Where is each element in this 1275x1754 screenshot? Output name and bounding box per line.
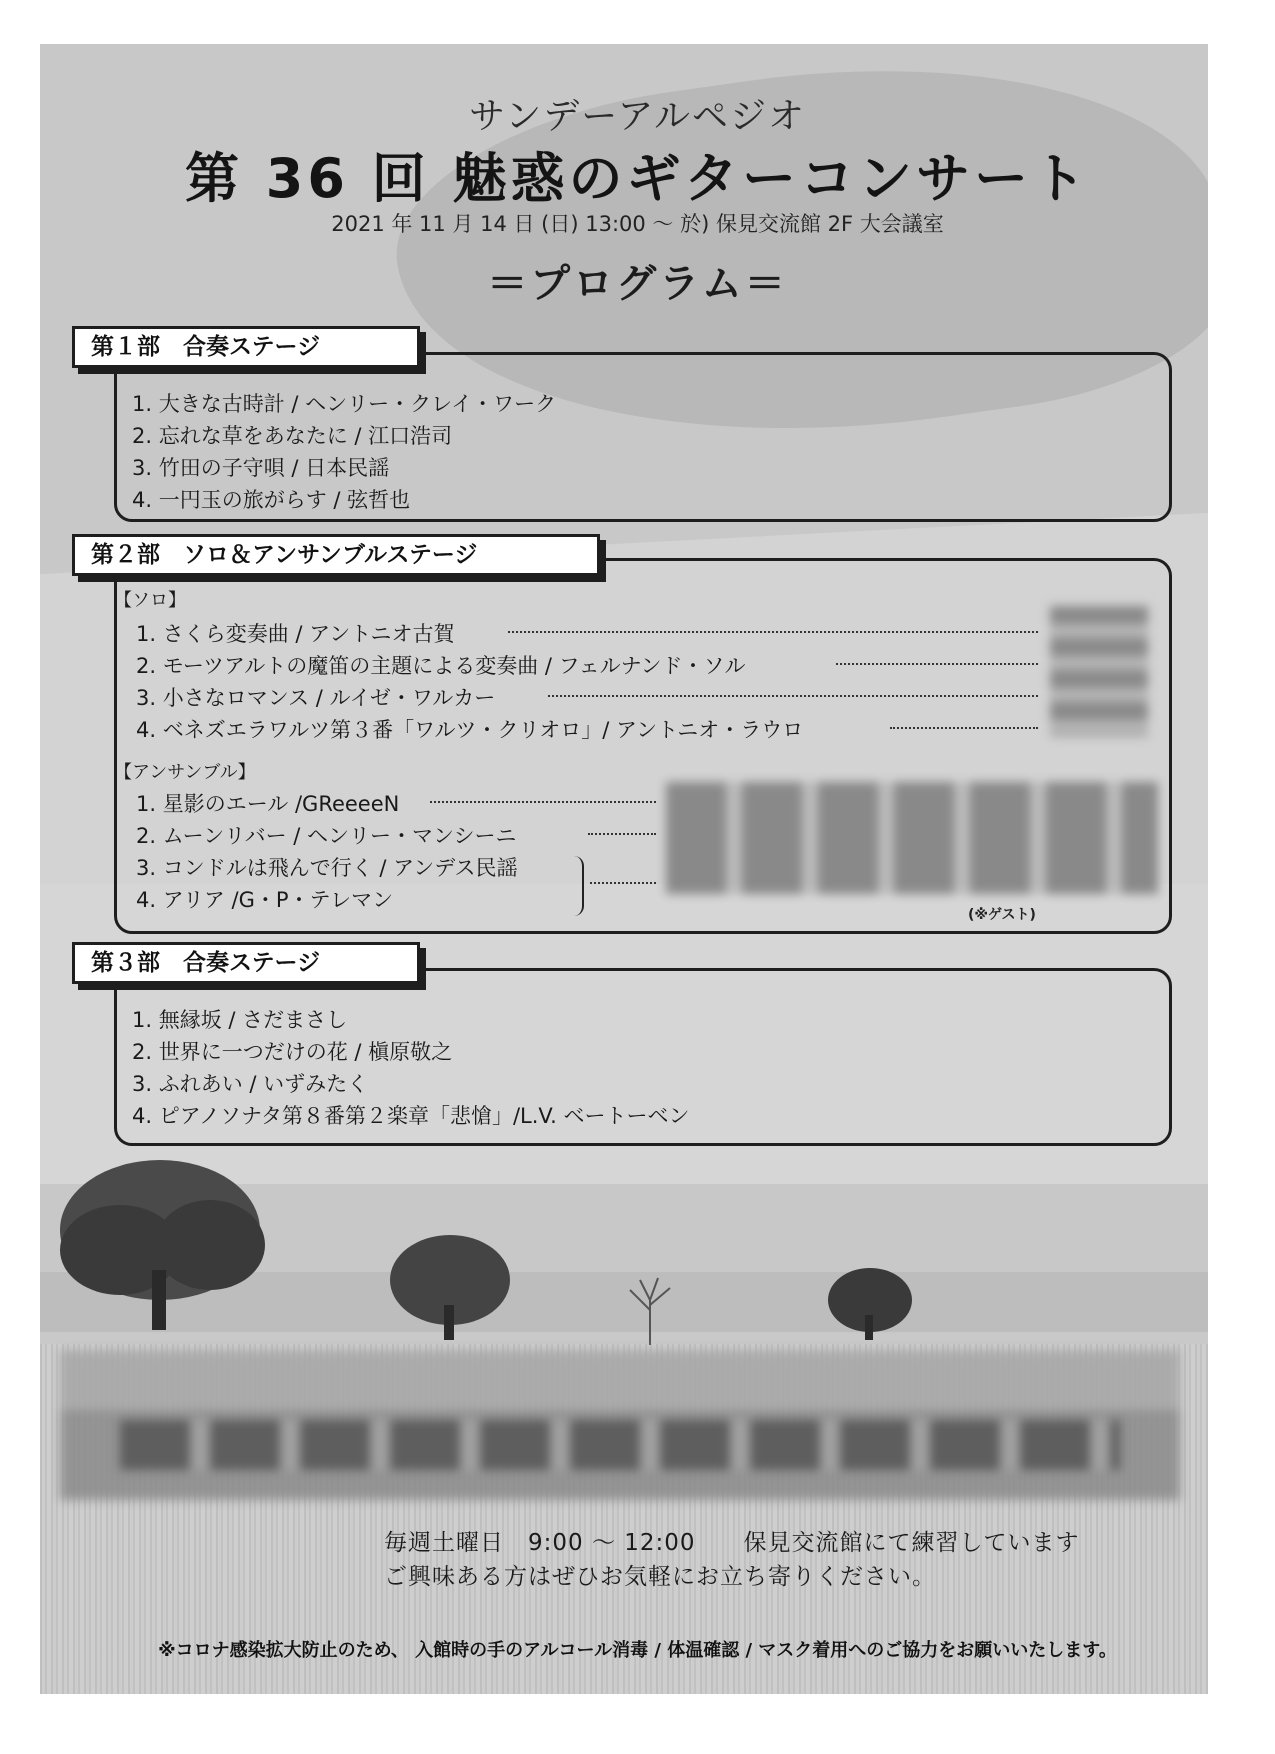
solo-leader-2 [836,663,1038,665]
contact-banner-text-redacted [120,1420,1120,1470]
practice-invitation: ご興味ある方はぜひお気軽にお立ち寄りください。 [384,1564,936,1590]
ensemble-item-3: 3. コンドルは飛んで行く / アンデス民謡 [136,856,518,880]
part1-item-2: 2. 忘れな草をあなたに / 江口浩司 [132,424,453,448]
solo-item-1: 1. さくら変奏曲 / アントニオ古賀 [136,622,455,646]
tree-bare-icon [630,1278,670,1345]
group-name: サンデーアルペジオ [469,96,806,137]
solo-performers-redacted [1050,606,1148,736]
ensemble-leader-1 [430,801,656,803]
ensemble-performers-redacted [666,782,1158,894]
concert-title: 第 36 回 魅惑のギターコンサート [184,147,1090,210]
solo-item-3: 3. 小さなロマンス / ルイゼ・ワルカー [136,686,496,710]
part1-item-3: 3. 竹田の子守唄 / 日本民謡 [132,456,390,480]
ensemble-bracket [566,856,584,916]
guest-note: (※ゲスト) [968,907,1036,923]
part3-item-2: 2. 世界に一つだけの花 / 槇原敬之 [132,1040,453,1064]
ensemble-label: 【アンサンブル】 [114,762,256,783]
ensemble-leader-2 [588,833,656,835]
solo-item-4: 4. ベネズエラワルツ第３番「ワルツ・クリオロ」/ アントニオ・ラウロ [136,718,804,742]
part3-item-3: 3. ふれあい / いずみたく [132,1072,369,1096]
part2-label: 第２部 ソロ＆アンサンブルステージ [72,534,600,576]
solo-leader-4 [890,727,1038,729]
part1-item-4: 4. 一円玉の旅がらす / 弦哲也 [132,488,411,512]
solo-leader-3 [548,695,1038,697]
trees-illustration [40,1140,1208,1360]
practice-schedule: 毎週土曜日 9:00 ～ 12:00 保見交流館にて練習しています [384,1530,1080,1556]
program-heading: ＝プログラム＝ [487,261,788,307]
tree-large-icon [60,1160,265,1330]
ensemble-item-1: 1. 星影のエール /GReeeeN [136,792,400,816]
date-venue: 2021 年 11 月 14 日 (日) 13:00 ～ 於) 保見交流館 2F 大会議室 [331,212,944,236]
part3-label: 第３部 合奏ステージ [72,942,420,984]
tree-medium-icon [390,1235,510,1340]
ensemble-leader-3 [590,882,656,884]
ensemble-item-2: 2. ムーンリバー / ヘンリー・マンシーニ [136,824,517,848]
ensemble-item-4: 4. アリア /G・P・テレマン [136,888,394,912]
part1-label: 第１部 合奏ステージ [72,326,420,368]
solo-leader-1 [508,631,1038,633]
covid-notice: ※コロナ感染拡大防止のため、 入館時の手のアルコール消毒 / 体温確認 / マスク着用へのご協力をお願いいたします。 [158,1640,1117,1661]
part1-item-1: 1. 大きな古時計 / ヘンリー・クレイ・ワーク [132,392,557,416]
solo-label: 【ソロ】 [114,590,186,611]
tree-small-icon [828,1268,912,1340]
solo-item-2: 2. モーツアルトの魔笛の主題による変奏曲 / フェルナンド・ソル [136,654,746,678]
part3-item-4: 4. ピアノソナタ第８番第２楽章「悲愴」/L.V. ベートーベン [132,1104,690,1128]
part3-item-1: 1. 無縁坂 / さだまさし [132,1008,348,1032]
